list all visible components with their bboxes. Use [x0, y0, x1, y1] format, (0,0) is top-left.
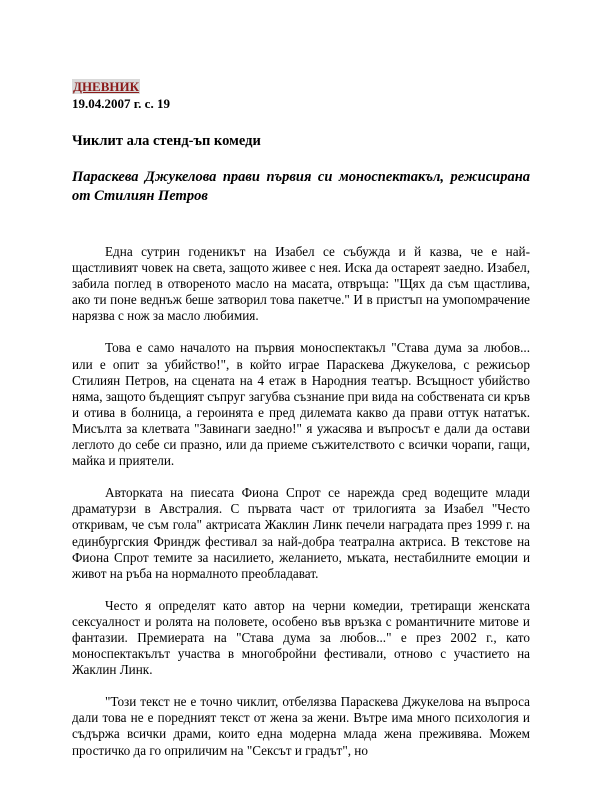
article-body [72, 244, 530, 759]
paragraph: Това е само началото на първия моноспектакъл "Става дума за любов... или е опит за убийство!", в който играе Параскева Джукелова, с режисьор Стилиян Петров, на сцената на 4 етаж в Народния театър. Всъщност убийство няма, защото бъдещият съпруг загубва съзнание при вида на собствената си кръв и отива в болница, а героинята е пред дилемата какво да прави оттук нататък. Мисълта за клетвата "Завинаги заедно!" я ужасява и въпросът е дали да остави леглото до себе си празно, или да приеме съжителството с всички чорапи, гащи, майка и приятели. [72, 340, 530, 469]
paragraph: Авторката на пиесата Фиона Спрот се нарежда сред водещите млади драматурзи в Австралия. С първата част от трилогията за Изабел "Често откривам, че съм гола" актрисата Жаклин Линк печели наградата през 1999 г. на единбургския Фриндж фестивал за най-добра театрална актриса. В текстове на Фиона Спрот темите за насилието, желанието, мъката, нестабилните емоции и живот на ръба на нормалното преобладават. [72, 485, 530, 581]
publication-date: 19.04.2007 г. с. 19 [72, 96, 170, 111]
source-link[interactable] [72, 78, 530, 96]
paragraph: Една сутрин годеникът на Изабел се събужда и й казва, че е най-щастливият човек на света, защото живее с нея. Иска да остареят заедно. Изабел, забила поглед в отвореното масло на масата, отвръща: "Щях да съм щастлива, ако ти поне веднъж беше затворил това пакетче." И в пристъп на умопомрачение нарязва с нож за масло любимия. [72, 244, 530, 324]
paragraph: Често я определят като автор на черни комедии, третиращи женската сексуалност и ролята на половете, особено във връзка с романтичните митове и фантазии. Премиерата на "Става дума за любов..." е през 2002 г., като моноспектакълът участва в многобройни фестивали, отново с участието на Жаклин Линк. [72, 597, 530, 678]
article [72, 78, 530, 775]
article-subheadline: Параскева Джукелова прави първия си моноспектакъл, режисирана от Стилиян Петров [72, 169, 530, 204]
newspaper-name[interactable]: ДНЕВНИК [73, 79, 140, 94]
paragraph: "Този текст не е точно чиклит, отбелязва Параскева Джукелова на въпроса дали това не е поредният текст от жена за жени. Вътре има много психология и съдържа всички драми, които една модерна млада жена преживява. Можем простичко да го оприличим на "Сексът и градът", но [72, 694, 530, 758]
article-headline: Чиклит ала стенд-ъп комеди [72, 133, 261, 149]
